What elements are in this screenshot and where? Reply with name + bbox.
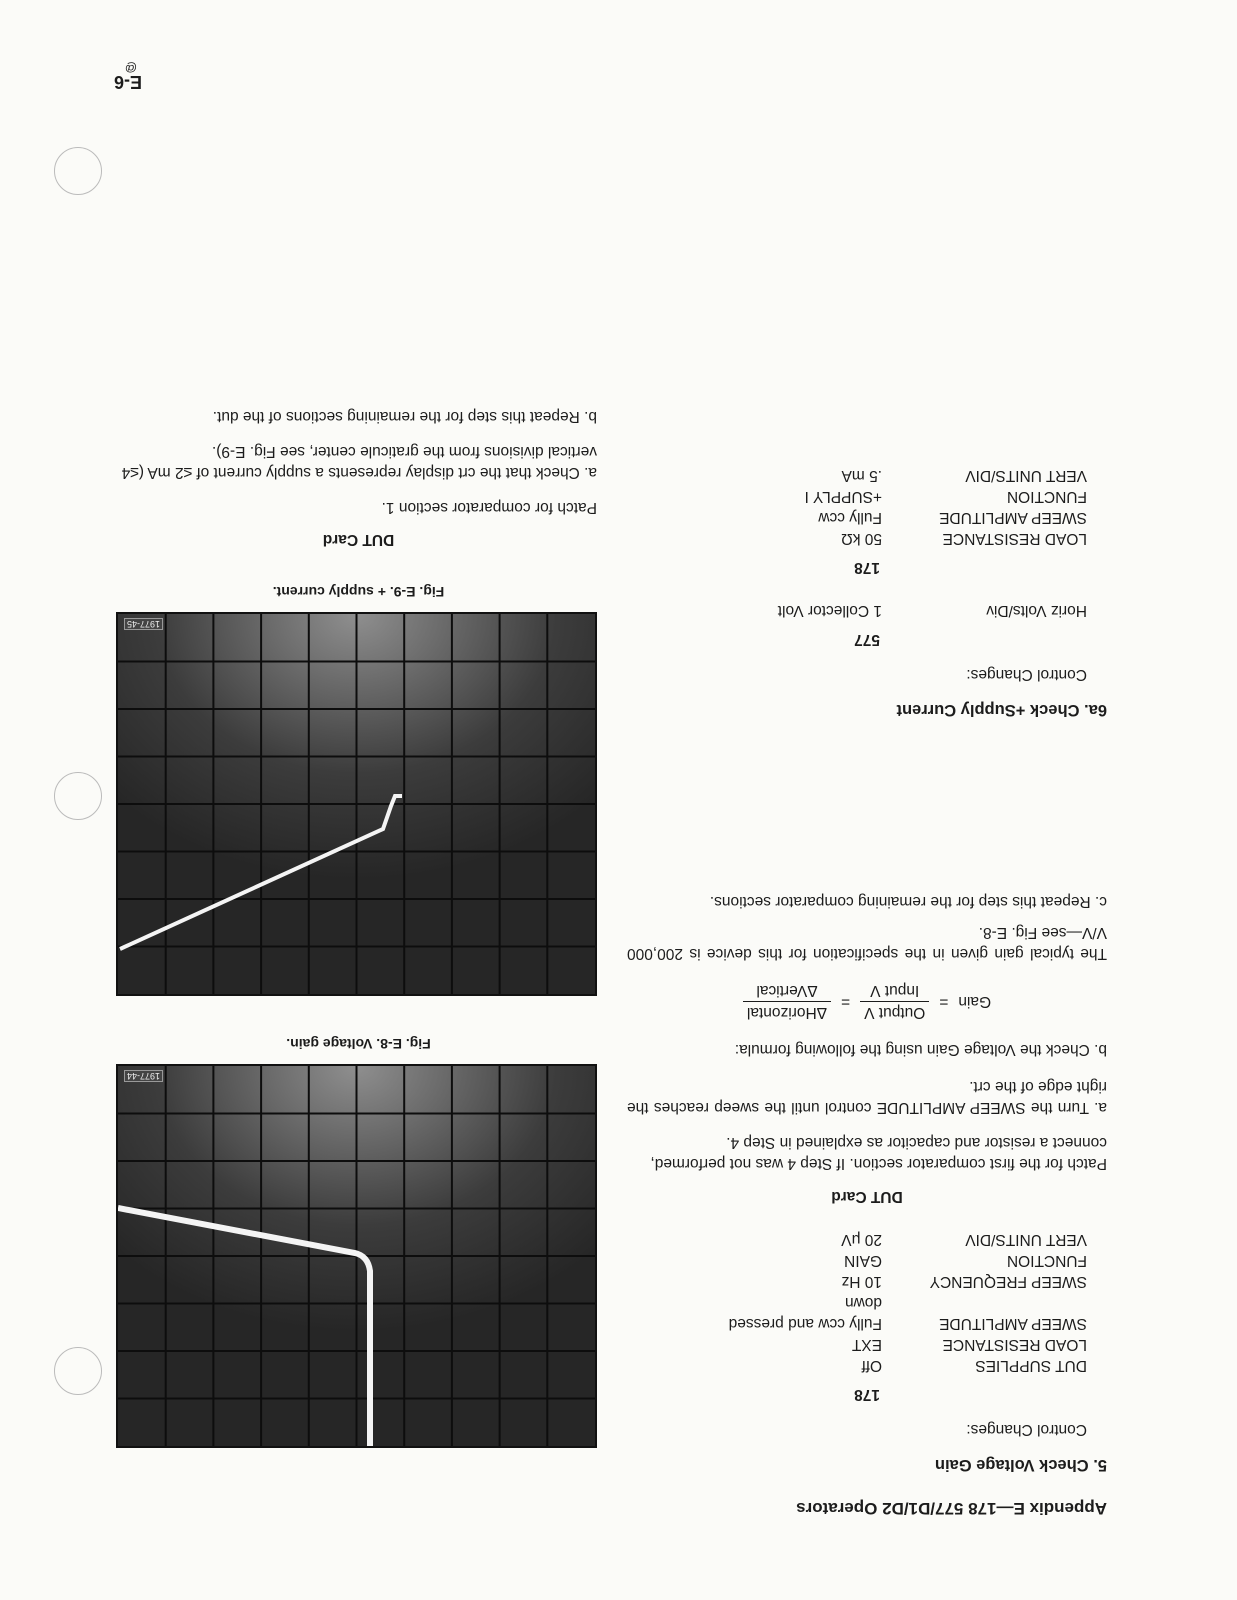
- figure-e8-tag: 1977-44: [124, 1070, 163, 1082]
- control-row: DUT SUPPLIES Off: [861, 1357, 1087, 1374]
- formula-fraction-2: [743, 980, 831, 1023]
- step5-patch-text: Patch for the first comparator section. If Step 4 was not performed, connect a resistor and capacitor as explained in Step 4.: [650, 1134, 1107, 1172]
- control-row: VERT UNITS/DIV 20 μV: [841, 1231, 1087, 1248]
- figure-e9-crt-photo: [116, 612, 597, 996]
- formula-equals: =: [939, 993, 949, 1010]
- step6a-patch-text: Patch for comparator section 1.: [381, 499, 597, 516]
- figure-e8-caption: Fig. E-8. Voltage gain.: [286, 1036, 431, 1052]
- step5-section: [627, 891, 1107, 1475]
- control-row: LOAD RESISTANCE 50 kΩ: [841, 530, 1087, 547]
- step6a-instrument-178: 178: [854, 559, 880, 576]
- formula-den2: ΔVertical: [756, 982, 818, 999]
- binder-hole-middle: [54, 772, 102, 820]
- step5-step-c: c. Repeat this step for the remaining comparator sections.: [709, 893, 1107, 910]
- step6a-step-b: b. Repeat this step for the remaining sections of the dut.: [212, 408, 597, 425]
- control-row: SWEEP AMPLITUDE Fully ccw: [818, 509, 1087, 526]
- corner-mark-symbol: @: [124, 61, 137, 75]
- step5-controls-table: [729, 1229, 1107, 1376]
- crt-graticule-e9: [118, 614, 595, 994]
- formula-num1: Output V: [860, 1001, 929, 1023]
- step5-typical-gain: The typical gain given in the specification for this device is 200,000 V/V—see Fig. E-8.: [627, 924, 1107, 962]
- step5-step-a: a. Turn the SWEEP AMPLITUDE control until the sweep reaches the right edge of the crt.: [627, 1078, 1107, 1116]
- step5-step-b: b. Check the Voltage Gain using the following formula:: [734, 1041, 1107, 1058]
- control-row: FUNCTION GAIN: [844, 1252, 1087, 1269]
- step6a-heading: 6a. Check +Supply Current: [896, 701, 1107, 719]
- formula-lhs: Gain: [958, 993, 992, 1010]
- control-row: down: [844, 1294, 882, 1311]
- control-row: SWEEP FREQUENCY 10 Hz: [841, 1273, 1087, 1290]
- control-row: Horiz Volts/Div 1 Collector Volt: [777, 602, 1087, 619]
- step6a-instrument-577: 577: [854, 631, 880, 648]
- formula-den1: Input V: [870, 982, 920, 999]
- control-row: FUNCTION +SUPPLY I: [804, 488, 1087, 505]
- formula-num2: ΔHorizontal: [743, 1001, 831, 1023]
- formula-fraction-1: [860, 980, 929, 1023]
- gain-formula: [627, 980, 1107, 1023]
- figure-e9-tag: 1977-45: [124, 618, 163, 630]
- step6a-step-a: a. Check that the crt display represents a supply current of ≤2 mA (≤4 vertical divisions from the graticule center, see Fig. E-9).: [121, 443, 597, 481]
- crt-graticule-e8: [118, 1066, 595, 1446]
- step6a-dut-card: DUT Card: [322, 531, 395, 548]
- binder-hole-top: [54, 1347, 102, 1395]
- step6a-577-controls-table: [778, 600, 1107, 621]
- figure-e9-caption: Fig. E-9. + supply current.: [272, 584, 445, 600]
- formula-equals-2: =: [841, 993, 851, 1010]
- step6a-178-controls-table: [805, 465, 1107, 549]
- step5-instrument: 178: [854, 1386, 880, 1403]
- step6a-control-changes: Control Changes:: [966, 666, 1087, 683]
- figure-e8-crt-photo: [116, 1064, 597, 1448]
- control-row: LOAD RESISTANCE EXT: [851, 1336, 1087, 1353]
- step5-heading: 5. Check Voltage Gain: [934, 1456, 1107, 1474]
- step5-dut-card: DUT Card: [831, 1188, 903, 1205]
- step5-control-changes: Control Changes:: [966, 1421, 1087, 1438]
- binder-hole-bottom: [54, 147, 102, 195]
- step6a-section: [627, 465, 1107, 720]
- step6a-continued: [120, 406, 597, 548]
- running-header: Appendix E—178 577/D1/D2 Operators: [796, 1499, 1107, 1518]
- control-row: SWEEP AMPLITUDE Fully ccw and pressed: [728, 1315, 1087, 1332]
- control-row: VERT UNITS/DIV .5 mA: [841, 467, 1087, 484]
- page-number: E-6: [113, 72, 142, 92]
